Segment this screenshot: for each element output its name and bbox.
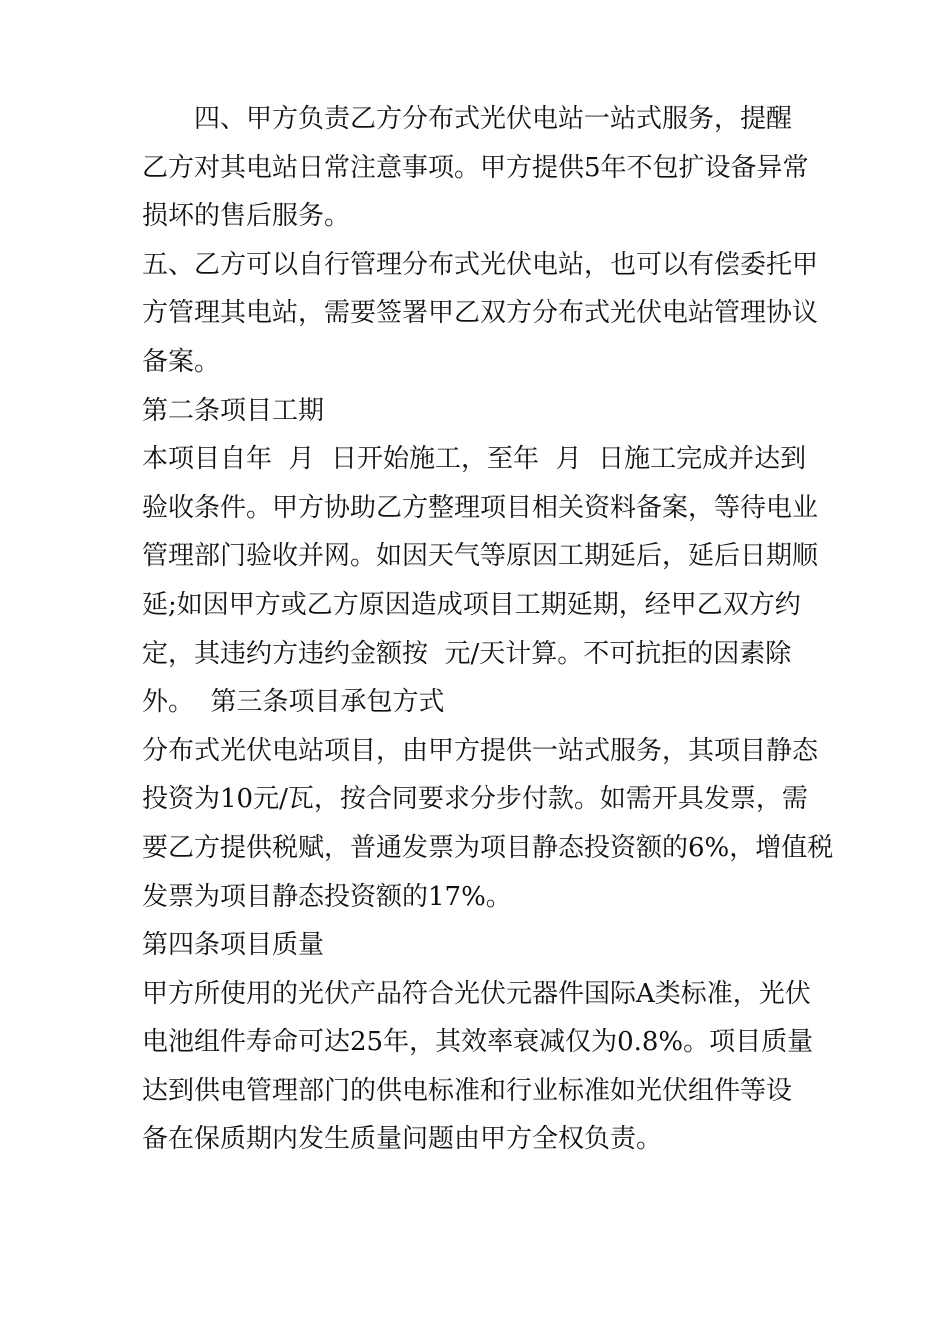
text-line: 延;如因甲方或乙方原因造成项目工期延期，经甲乙双方约 [142, 589, 801, 620]
text-line: 五、乙方可以自行管理分布式光伏电站，也可以有偿委托甲 [142, 249, 819, 280]
text-line: 方管理其电站，需要签署甲乙双方分布式光伏电站管理协议 [142, 298, 819, 329]
text-line: 本项目自年 月 日开始施工，至年 月 日施工完成并达到 [142, 444, 807, 475]
text-line: 甲方所使用的光伏产品符合光伏元器件国际A类标准，光伏 [142, 978, 811, 1009]
text-line: 要乙方提供税赋，普通发票为项目静态投资额的6%，增值税 [142, 832, 834, 863]
text-line: 四、甲方负责乙方分布式光伏电站一站式服务，提醒 [142, 104, 793, 134]
text-line: 分布式光伏电站项目，由甲方提供一站式服务，其项目静态 [142, 735, 819, 766]
section-heading: 第二条项目工期 [142, 395, 325, 426]
text-line: 发票为项目静态投资额的17%。 [142, 881, 512, 912]
document-body [142, 95, 832, 1164]
text-line: 管理部门验收并网。如因天气等原因工期延后，延后日期顺 [142, 541, 819, 572]
text-line: 定，其违约方违约金额按 元/天计算。不可抗拒的因素除 [142, 638, 792, 669]
text-line: 损坏的售后服务。 [142, 201, 351, 232]
text-line: 备在保质期内发生质量问题由甲方全权负责。 [142, 1124, 663, 1155]
section-heading: 第四条项目质量 [142, 930, 325, 961]
text-line: 备案。 [142, 346, 221, 377]
text-line: 验收条件。甲方协助乙方整理项目相关资料备案，等待电业 [142, 492, 819, 523]
text-line: 投资为10元/瓦，按合同要求分步付款。如需开具发票，需 [142, 784, 808, 815]
text-line: 外。 第三条项目承包方式 [142, 687, 445, 718]
text-line: 乙方对其电站日常注意事项。甲方提供5年不包扩设备异常 [142, 152, 809, 183]
text-line: 达到供电管理部门的供电标准和行业标准如光伏组件等设 [142, 1075, 793, 1106]
text-line: 电池组件寿命可达25年，其效率衰减仅为0.8%。项目质量 [142, 1027, 814, 1058]
